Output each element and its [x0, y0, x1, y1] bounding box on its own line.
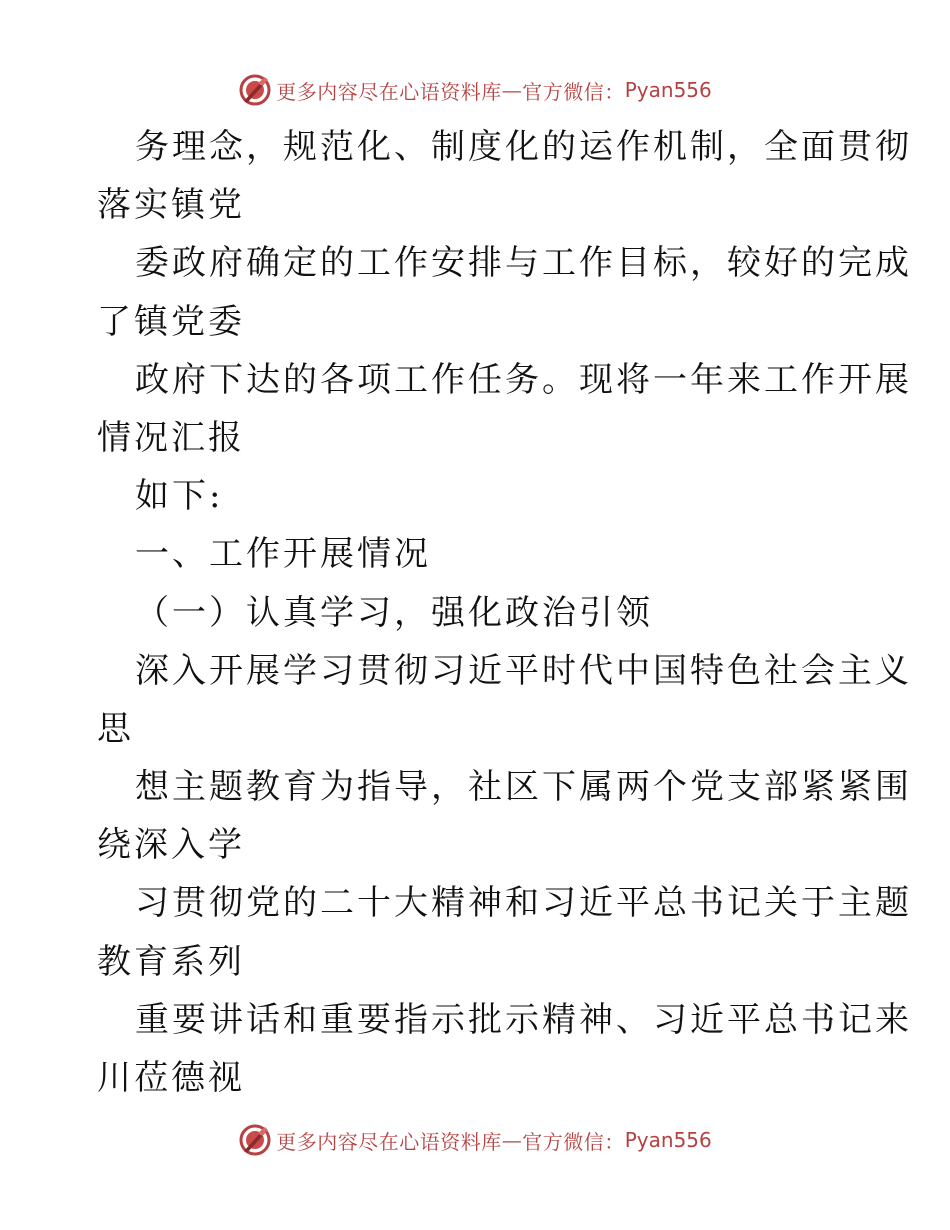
watermark-label: 官方微信：	[522, 79, 625, 104]
watermark-label: 官方微信：	[522, 1129, 625, 1154]
text-line: 一、工作开展情况	[135, 534, 431, 575]
watermark-id: Pyan556	[624, 1128, 712, 1152]
text-line: 川莅德视	[97, 1058, 245, 1098]
watermark-id: Pyan556	[624, 78, 712, 102]
header-watermark	[0, 70, 950, 110]
quill-seal-logo-icon	[238, 73, 272, 107]
text-line: 政府下达的各项工作任务。现将一年来工作开展	[135, 359, 912, 400]
watermark-dash: —	[501, 1128, 523, 1152]
text-line: 务理念，规范化、制度化的运作机制，全面贯彻	[135, 127, 912, 167]
text-line: 如下:	[135, 476, 224, 517]
text-line: 情况汇报	[97, 417, 245, 458]
text-line: （一）认真学习，强化政治引领	[135, 592, 653, 633]
document-body	[97, 118, 912, 1107]
text-line: 深入开展学习贯彻习近平时代中国特色社会主义	[135, 650, 912, 691]
text-line: 教育系列	[97, 941, 245, 982]
text-line: 想主题教育为指导，社区下属两个党支部紧紧围	[135, 767, 912, 808]
text-line: 了镇党委	[97, 301, 245, 342]
footer-watermark	[0, 1120, 950, 1160]
text-line: 思	[97, 708, 134, 749]
text-line: 委政府确定的工作安排与工作目标，较好的完成	[135, 243, 912, 284]
watermark-text: 更多内容尽在心语资料库	[276, 79, 502, 104]
text-line: 绕深入学	[97, 825, 245, 866]
quill-seal-logo-icon	[238, 1123, 272, 1157]
text-line: 习贯彻党的二十大精神和习近平总书记关于主题	[135, 883, 912, 924]
watermark-dash: —	[501, 78, 523, 102]
watermark-text: 更多内容尽在心语资料库	[276, 1129, 502, 1154]
text-line: 重要讲话和重要指示批示精神、习近平总书记来	[135, 999, 912, 1040]
text-line: 落实镇党	[97, 185, 245, 226]
